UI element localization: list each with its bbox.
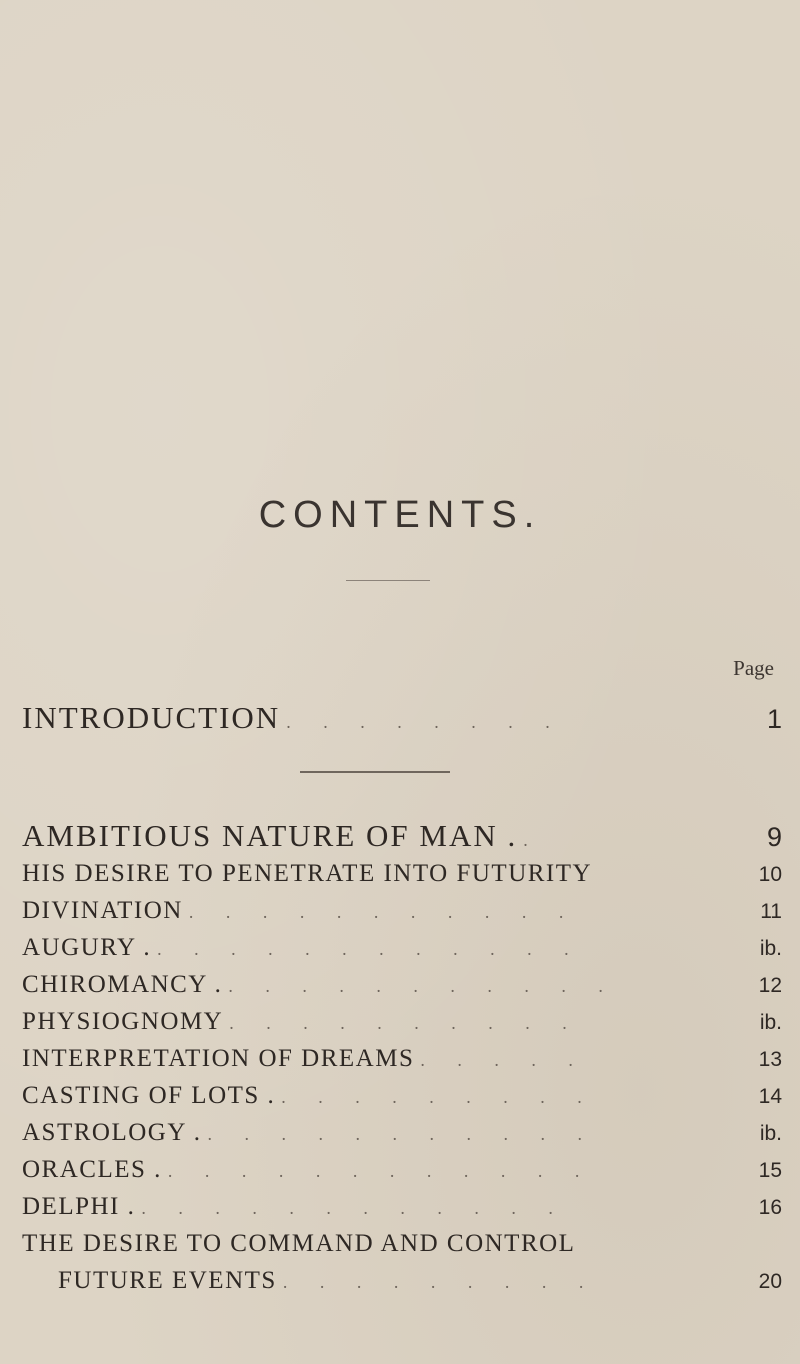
toc-leader-dots: . . . . . [420,1050,587,1070]
toc-entry-label: ASTROLOGY . [22,1119,202,1146]
toc-leader-dots: . [523,830,542,850]
toc-page-number: 11 [760,900,782,923]
toc-entry-label: AMBITIOUS NATURE OF MAN . [22,818,518,853]
toc-entry-ambitious-nature[interactable] [22,818,782,854]
toc-page-number: 10 [758,863,782,886]
toc-page-number: 13 [758,1048,782,1071]
toc-entry-label: FUTURE EVENTS [58,1267,277,1294]
title-divider [346,580,430,581]
page-column-label: Page [733,656,774,680]
toc-entry-label: DELPHI . [22,1193,136,1220]
toc-leader-dots: . . . . . . . . . [281,1087,596,1107]
toc-entry-label: HIS DESIRE TO PENETRATE INTO FUTURITY [22,860,593,887]
section-divider [300,771,450,773]
toc-page-number: 1 [766,704,782,734]
toc-leader-dots: . . . . . . . . . . . . [157,939,583,959]
toc-page-number: 9 [766,822,782,852]
toc-leader-dots: . . . . . . . . . . . [188,902,578,922]
toc-leader-dots: . . . . . . . . . . . [228,976,617,996]
toc-entry-desire-to-command[interactable] [22,1230,782,1258]
toc-page-number: 20 [758,1270,782,1293]
page-title: CONTENTS. [258,494,542,536]
toc-entry-label: INTRODUCTION [22,700,281,735]
toc-page-number: ib. [759,1122,782,1145]
toc-leader-dots: . . . . . . . . . . . [207,1124,596,1144]
toc-page-number: 16 [758,1196,782,1219]
toc-page-number: 14 [758,1085,782,1108]
toc-entry-introduction[interactable] [22,700,782,736]
toc-entry-label: THE DESIRE TO COMMAND AND CONTROL [22,1230,576,1257]
toc-page-number: ib. [759,1011,782,1034]
toc-page-number: 12 [758,974,782,997]
toc-page-number: 15 [758,1159,782,1182]
toc-entry-interpretation-of-dreams[interactable] [22,1045,782,1073]
toc-entry-label: CASTING OF LOTS . [22,1082,276,1109]
toc-entry-oracles[interactable] [22,1156,782,1184]
toc-entry-label: AUGURY . [22,934,152,961]
toc-entry-label: CHIROMANCY . [22,971,223,998]
toc-entry-desire-futurity[interactable] [22,860,782,888]
toc-entry-physiognomy[interactable] [22,1008,782,1036]
toc-entry-label: PHYSIOGNOMY [22,1008,224,1035]
toc-entry-future-events[interactable] [58,1267,782,1295]
toc-leader-dots: . . . . . . . . [286,712,564,732]
toc-entry-label: ORACLES . [22,1156,162,1183]
toc-leader-dots: . . . . . . . . . [282,1272,598,1292]
toc-entry-chiromancy[interactable] [22,971,782,999]
toc-entry-label: INTERPRETATION OF DREAMS [22,1045,415,1072]
toc-entry-augury[interactable] [22,934,782,962]
toc-entry-astrology[interactable] [22,1119,782,1147]
toc-entry-delphi[interactable] [22,1193,782,1221]
toc-entry-casting-of-lots[interactable] [22,1082,782,1110]
toc-leader-dots: . . . . . . . . . . [229,1013,581,1033]
toc-leader-dots: . . . . . . . . . . . . [141,1198,567,1218]
toc-entry-divination[interactable] [22,897,782,925]
toc-entry-label: DIVINATION [22,897,183,924]
toc-leader-dots: . . . . . . . . . . . . [167,1161,594,1181]
toc-page-number: ib. [759,937,782,960]
